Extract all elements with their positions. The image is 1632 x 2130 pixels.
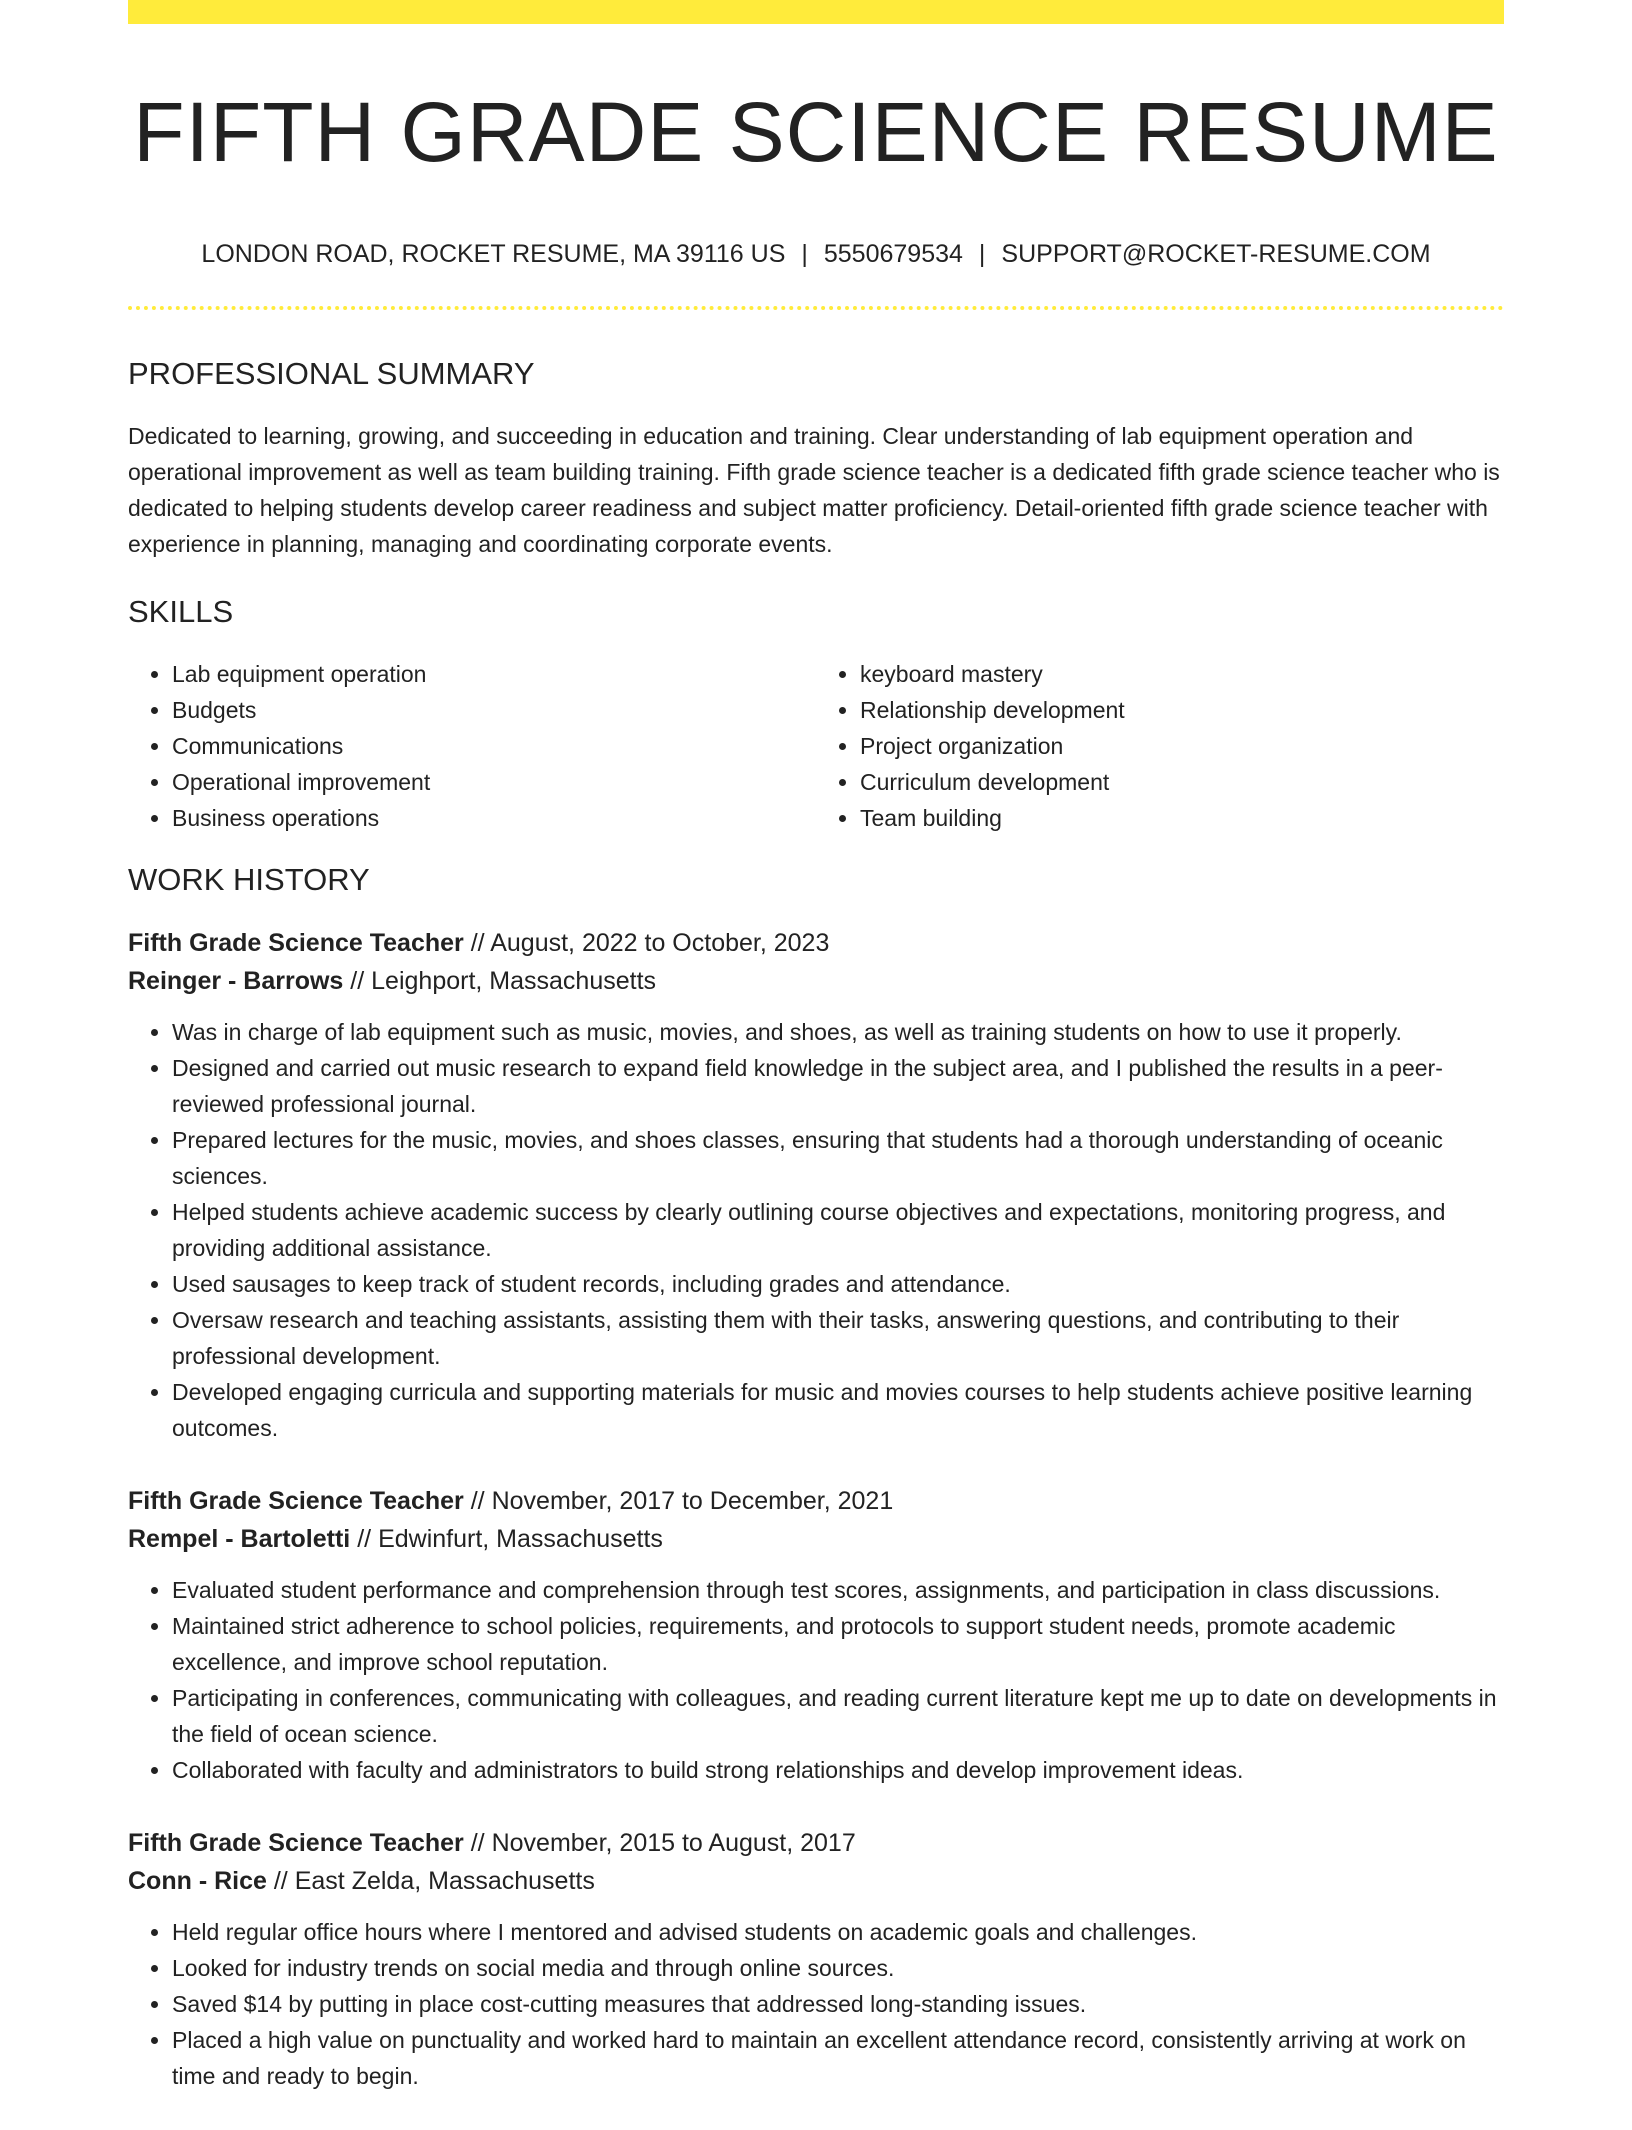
job-bullet: • Developed engaging curricula and supporting materials for music and movies courses to help students achieve positive learning outcomes. [172,1374,1504,1446]
job-bullets [128,1014,1504,1446]
job-bullet: • Helped students achieve academic success by clearly outlining course objectives and expectations, monitoring progress, and providing additional assistance. [172,1194,1504,1266]
job-separator: // [357,1525,372,1553]
job-bullet: • Maintained strict adherence to school policies, requirements, and protocols to support student needs, promote academic excellence, and improve school reputation. [172,1608,1504,1680]
job-separator: // [470,929,485,957]
job-company: Rempel - Bartoletti [128,1525,351,1553]
job-dates: November, 2015 to August, 2017 [491,1829,856,1857]
job-company-line [128,962,1504,1000]
job-bullet: • Prepared lectures for the music, movies, and shoes classes, ensuring that students had a thorough understanding of oceanic sciences. [172,1122,1504,1194]
job-location: Edwinfurt, Massachusetts [378,1525,663,1553]
resume-content [128,352,1504,2130]
summary-heading: PROFESSIONAL SUMMARY [128,356,535,391]
skill-item: • keyboard mastery [860,656,1504,692]
job-entry [128,1482,1504,1788]
job-bullet: • Was in charge of lab equipment such as music, movies, and shoes, as well as training students on how to use it properly. [172,1014,1504,1050]
job-location: East Zelda, Massachusetts [294,1867,595,1895]
job-separator: // [350,967,365,995]
accent-top-bar [128,0,1504,24]
job-bullets [128,1914,1504,2094]
contact-address: LONDON ROAD, ROCKET RESUME, MA 39116 US [201,240,786,268]
skills-heading: SKILLS [128,594,234,629]
job-bullet: • Saved $14 by putting in place cost-cutting measures that addressed long-standing issues. [172,1986,1504,2022]
skill-item: • Budgets [172,692,816,728]
job-title: Fifth Grade Science Teacher [128,1487,464,1515]
job-company-line [128,1862,1504,1900]
job-title: Fifth Grade Science Teacher [128,929,464,957]
skill-item: • Team building [860,800,1504,836]
skill-item: • Communications [172,728,816,764]
job-title: Fifth Grade Science Teacher [128,1829,464,1857]
job-separator: // [273,1867,288,1895]
skill-item: • Business operations [172,800,816,836]
skills-columns [128,656,1504,836]
skills-right-list [816,656,1504,836]
job-title-line [128,924,1504,962]
job-bullet: • Oversaw research and teaching assistants, assisting them with their tasks, answering questions, and contributing to their professional development. [172,1302,1504,1374]
job-bullet: • Looked for industry trends on social media and through online sources. [172,1950,1504,1986]
summary-text: Dedicated to learning, growing, and succeeding in education and training. Clear understanding of lab equipment operation and operational improvement as well as team building training. Fifth grade science teacher is a dedicated fifth grade science teacher who is dedicated to helping students develop career readiness and subject matter proficiency. Detail-oriented fifth grade science teacher with experience in planning, managing and coordinating corporate events. [128,423,1500,557]
job-company-line [128,1520,1504,1558]
job-company: Reinger - Barrows [128,967,344,995]
summary-section [128,352,1504,562]
job-entry [128,1824,1504,2094]
job-bullet: • Designed and carried out music research to expand field knowledge in the subject area, and I published the results in a peer-reviewed professional journal. [172,1050,1504,1122]
contact-separator: | [801,240,808,268]
dotted-divider [128,306,1504,310]
skill-item: • Operational improvement [172,764,816,800]
work-heading: WORK HISTORY [128,862,370,897]
page-title: FIFTH GRADE SCIENCE RESUME [133,85,1499,179]
job-bullet: • Placed a high value on punctuality and worked hard to maintain an excellent attendance record, consistently arriving at work on time and ready to begin. [172,2022,1504,2094]
job-separator: // [470,1487,485,1515]
work-section [128,858,1504,2094]
job-bullet: • Collaborated with faculty and administrators to build strong relationships and develop improvement ideas. [172,1752,1504,1788]
contact-phone: 5550679534 [823,240,963,268]
job-bullets [128,1572,1504,1788]
job-bullet: • Used sausages to keep track of student records, including grades and attendance. [172,1266,1504,1302]
skill-item: • Lab equipment operation [172,656,816,692]
job-bullet: • Held regular office hours where I mentored and advised students on academic goals and challenges. [172,1914,1504,1950]
skill-item: • Relationship development [860,692,1504,728]
job-dates: August, 2022 to October, 2023 [490,929,830,957]
job-bullet: • Participating in conferences, communicating with colleagues, and reading current literature kept me up to date on developments in the field of ocean science. [172,1680,1504,1752]
contact-line [128,236,1504,272]
skill-item: • Curriculum development [860,764,1504,800]
job-entry [128,924,1504,1446]
job-title-line [128,1482,1504,1520]
contact-email: SUPPORT@ROCKET-RESUME.COM [1001,240,1431,268]
skills-section [128,590,1504,836]
job-title-line [128,1824,1504,1862]
job-bullet: • Evaluated student performance and comprehension through test scores, assignments, and participation in class discussions. [172,1572,1504,1608]
job-location: Leighport, Massachusetts [371,967,657,995]
job-company: Conn - Rice [128,1867,267,1895]
job-dates: November, 2017 to December, 2021 [491,1487,894,1515]
job-separator: // [470,1829,485,1857]
skills-left-list [128,656,816,836]
contact-separator: | [978,240,986,268]
skill-item: • Project organization [860,728,1504,764]
